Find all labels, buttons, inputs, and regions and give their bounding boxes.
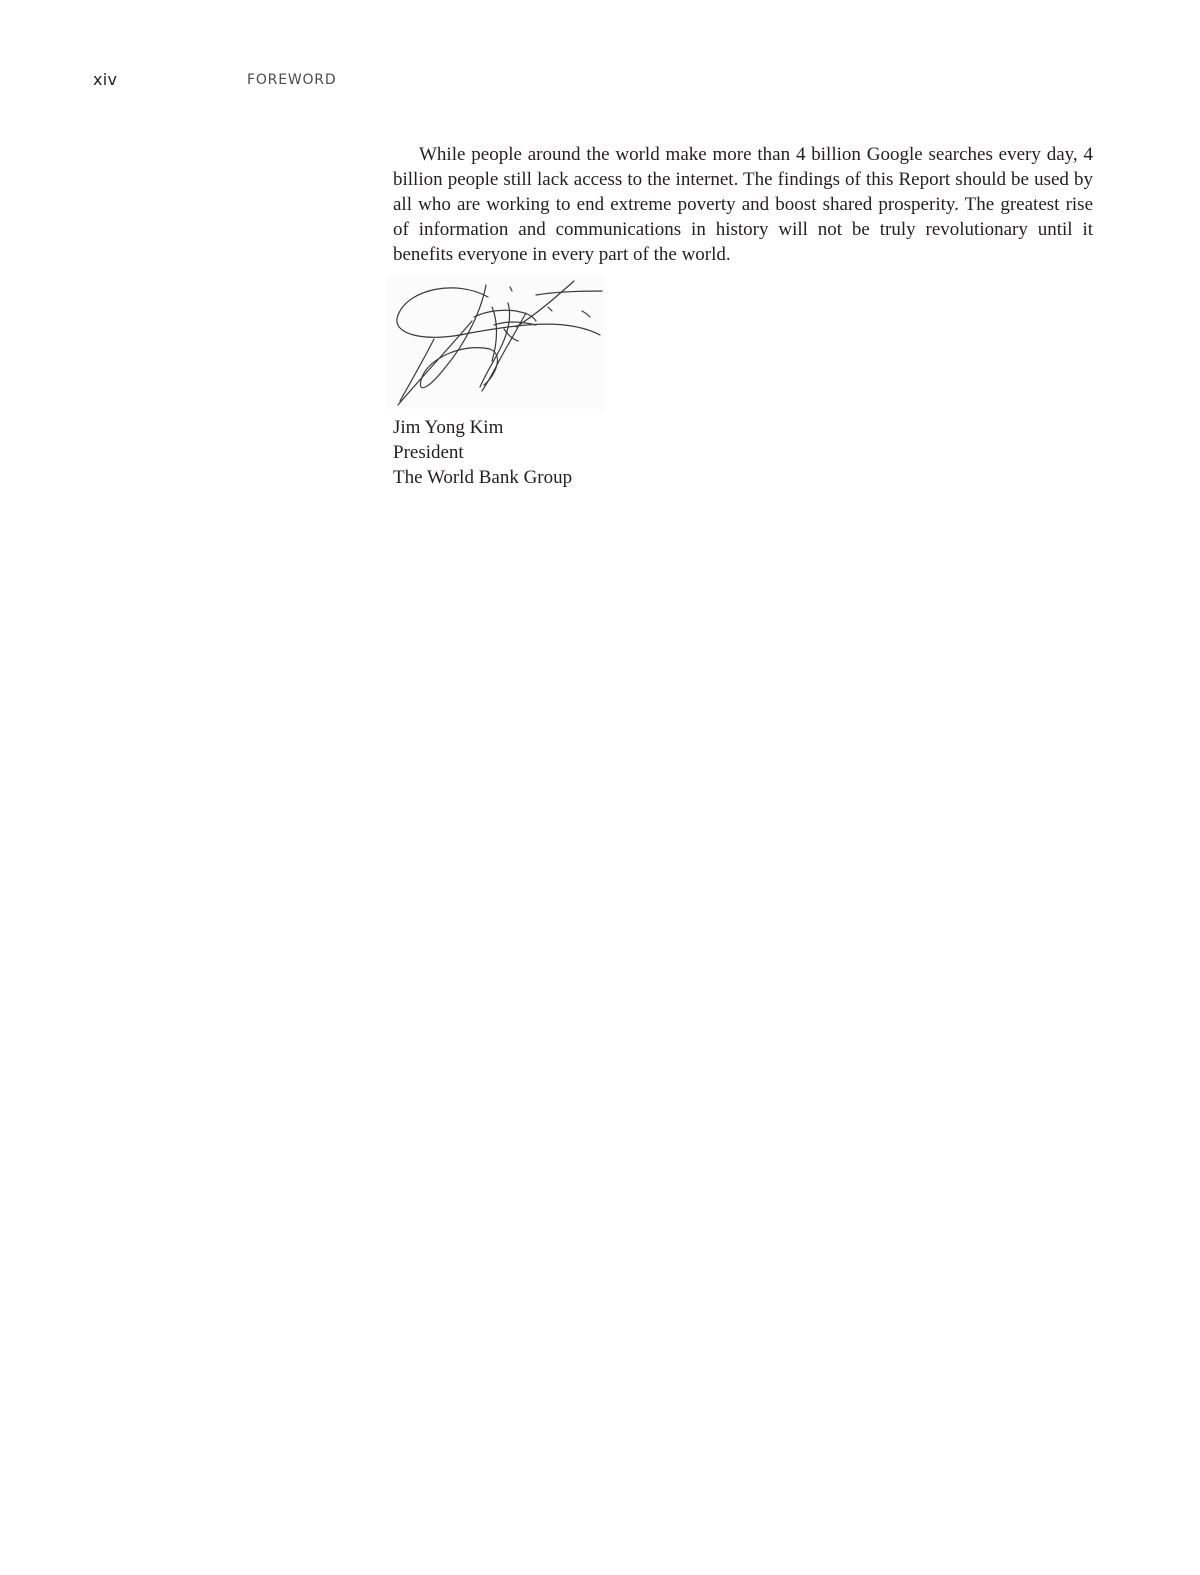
section-title: FOREWORD	[247, 72, 337, 88]
foreword-paragraph: While people around the world make more than 4 billion Google searches every day, 4 billion people still lack access to the internet. The findings of this Report should be used by all who are working to end extreme poverty and boost shared prosperity. The greatest rise of information and communications in history will not be truly revolutionary until it benefits everyone in every part of the world.	[393, 144, 1093, 265]
page-number: xiv	[93, 70, 118, 89]
foreword-body	[393, 142, 1093, 490]
signature-image	[386, 277, 604, 409]
signatory-title: President	[393, 442, 464, 463]
signatory-organization: The World Bank Group	[393, 467, 573, 488]
running-head	[0, 70, 1200, 94]
signatory-name: Jim Yong Kim	[393, 417, 504, 438]
signatory-block	[393, 415, 1093, 490]
